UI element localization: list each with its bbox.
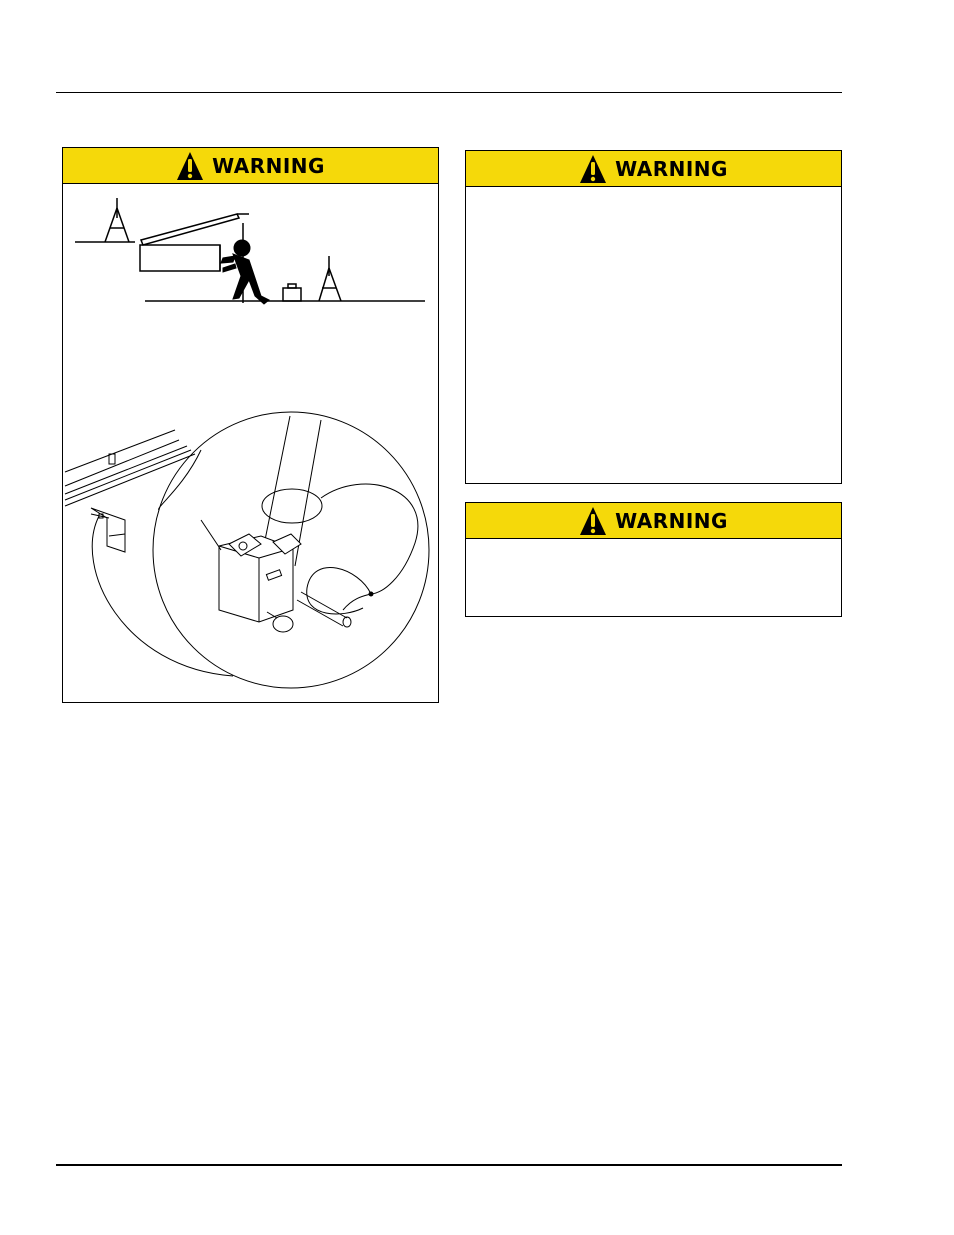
warning-label: WARNING <box>212 153 325 178</box>
warning-triangle-icon <box>579 506 607 536</box>
header-rule <box>56 92 842 93</box>
tipping-hazard-illustration <box>63 148 440 704</box>
footer-rule <box>56 1164 842 1166</box>
warning-panel-illustrated <box>62 147 439 703</box>
warning-banner <box>466 151 841 187</box>
warning-label: WARNING <box>615 508 728 533</box>
warning-panel-upper <box>465 150 842 484</box>
warning-banner <box>466 503 841 539</box>
warning-triangle-icon <box>579 154 607 184</box>
warning-panel-lower <box>465 502 842 617</box>
warning-label: WARNING <box>615 156 728 181</box>
